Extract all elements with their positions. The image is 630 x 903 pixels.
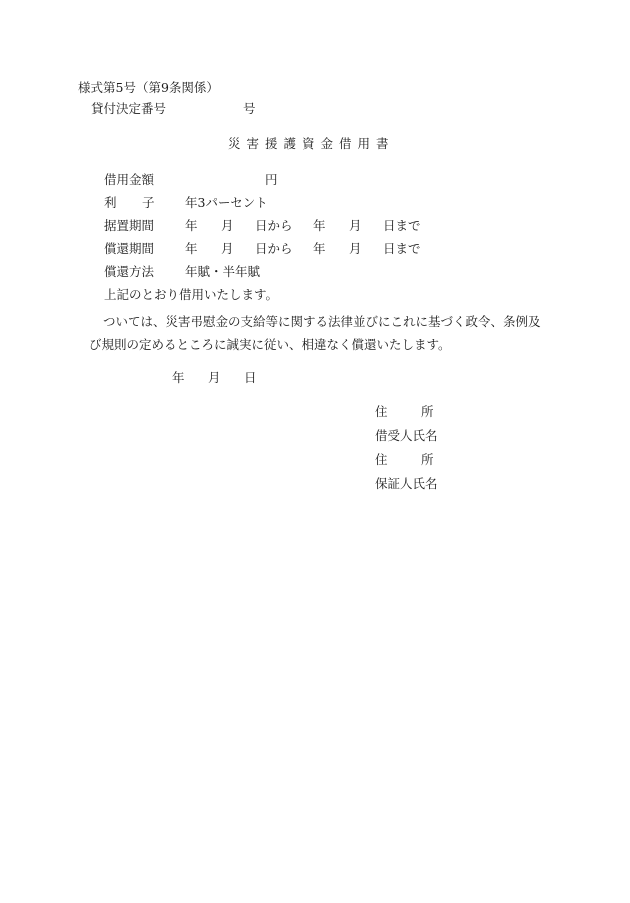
body-line-1: 上記のとおり借用いたします。 <box>104 287 279 302</box>
repayment-end-month: 月 <box>349 241 362 256</box>
interest-label-first: 利 <box>104 195 117 210</box>
borrower-address-label-first: 住 <box>375 404 388 419</box>
amount-unit: 円 <box>265 172 278 187</box>
repayment-method-label: 償還方法 <box>104 264 155 279</box>
deferment-end-day: 日まで <box>383 218 421 233</box>
date-day: 日 <box>244 370 257 385</box>
body-paragraph-2: ついては、災害弔慰金の支給等に関する法律並びにこれに基づく政令、条例及び規則の定めるところに誠実に従い、相違なく償還いたします。 <box>89 314 541 352</box>
interest-value: 年3パーセント <box>185 195 268 210</box>
deferment-start-day: 日から <box>255 218 293 233</box>
document-title: 災害援護資金借用書 <box>228 136 395 151</box>
loan-decision-label: 貸付決定番号 <box>91 101 167 116</box>
repayment-start-day: 日から <box>255 241 293 256</box>
repayment-method-value: 年賦・半年賦 <box>185 264 261 279</box>
borrower-name-label: 借受人氏名 <box>375 428 438 443</box>
date-year: 年 <box>172 370 185 385</box>
repayment-start-month: 月 <box>221 241 234 256</box>
form-number: 様式第5号（第9条関係） <box>78 80 219 95</box>
guarantor-address-label-second: 所 <box>421 452 434 467</box>
amount-label: 借用金額 <box>104 172 155 187</box>
deferment-label: 据置期間 <box>104 218 155 233</box>
deferment-start-year: 年 <box>185 218 198 233</box>
interest-label-second: 子 <box>142 195 155 210</box>
repayment-period-label: 償還期間 <box>104 241 155 256</box>
deferment-end-month: 月 <box>349 218 362 233</box>
repayment-start-year: 年 <box>185 241 198 256</box>
deferment-end-year: 年 <box>313 218 326 233</box>
deferment-start-month: 月 <box>221 218 234 233</box>
repayment-end-day: 日まで <box>383 241 421 256</box>
date-month: 月 <box>208 370 221 385</box>
guarantor-name-label: 保証人氏名 <box>375 476 438 491</box>
guarantor-address-label-first: 住 <box>375 452 388 467</box>
repayment-end-year: 年 <box>313 241 326 256</box>
loan-decision-number-suffix: 号 <box>243 101 256 116</box>
borrower-address-label-second: 所 <box>421 404 434 419</box>
